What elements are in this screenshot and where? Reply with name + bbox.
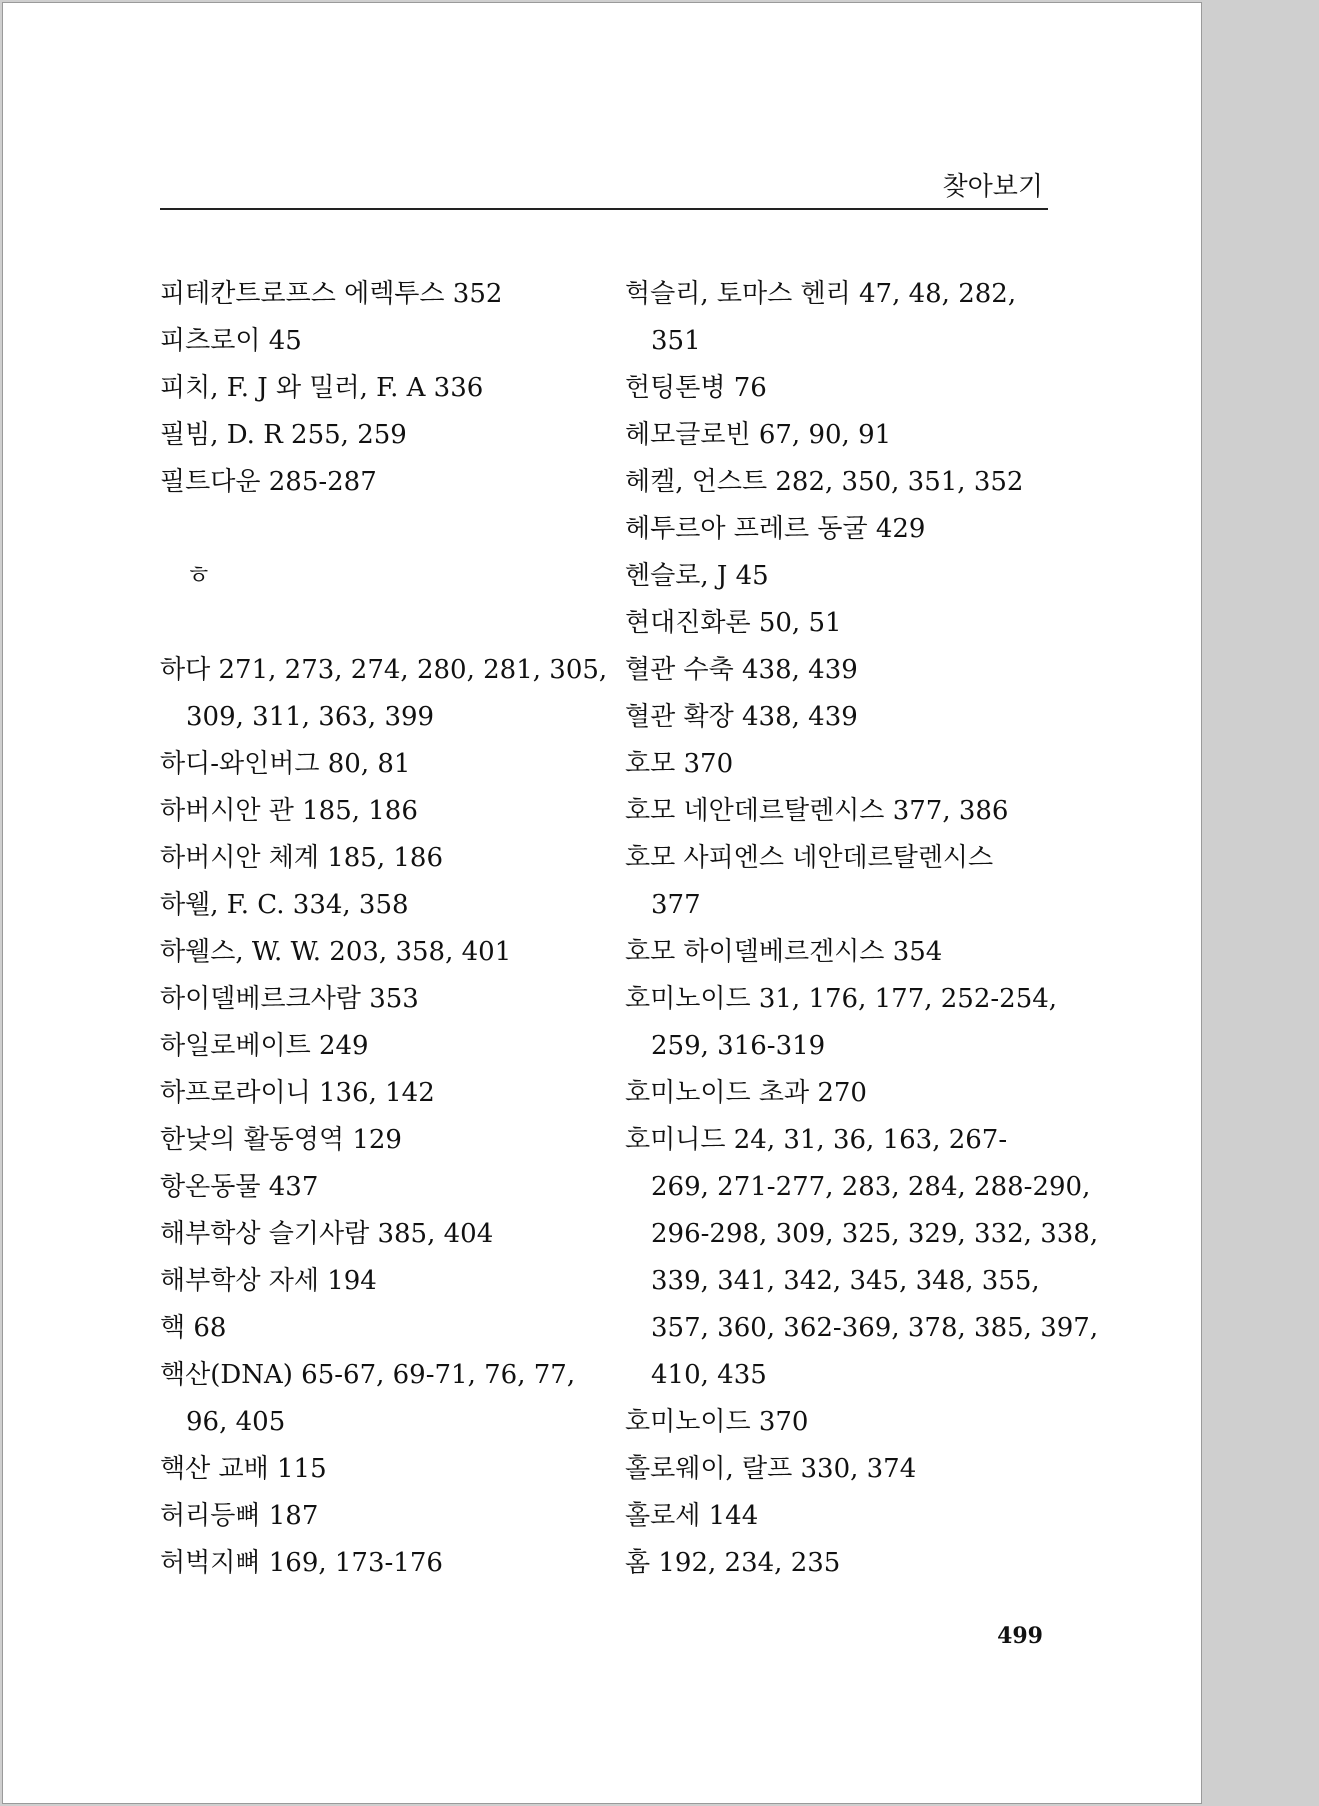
- index-entry: 혈관 수축 438, 439: [625, 655, 858, 685]
- page-title: 찾아보기: [942, 172, 1043, 202]
- index-entry: 호미노이드 초과 270: [625, 1078, 867, 1108]
- document-page: [2, 2, 1202, 1804]
- index-entry-continuation: 96, 405: [186, 1407, 286, 1437]
- index-entry-continuation: 377: [651, 890, 701, 920]
- index-entry: 하버시안 체계 185, 186: [160, 843, 444, 873]
- index-entry: 피츠로이 45: [160, 326, 302, 356]
- index-entry-continuation: 296-298, 309, 325, 329, 332, 338,: [651, 1219, 1099, 1249]
- index-entry: 핵 68: [160, 1313, 227, 1343]
- index-entry: 한낮의 활동영역 129: [160, 1125, 402, 1155]
- index-entry: 호모 네안데르탈렌시스 377, 386: [625, 796, 1009, 826]
- index-entry-continuation: 351: [651, 326, 701, 356]
- index-entry: 해부학상 자세 194: [160, 1266, 377, 1296]
- index-entry: 헌팅톤병 76: [625, 373, 767, 403]
- index-entry-continuation: 410, 435: [651, 1360, 767, 1390]
- index-entry: 혈관 확장 438, 439: [625, 702, 858, 732]
- section-letter-heading: ㅎ: [186, 561, 212, 591]
- index-entry: 하일로베이트 249: [160, 1031, 369, 1061]
- index-entry: 하이델베르크사람 353: [160, 984, 419, 1014]
- index-entry: 헤모글로빈 67, 90, 91: [625, 420, 892, 450]
- index-entry: 피테칸트로프스 에렉투스 352: [160, 279, 503, 309]
- index-entry: 필트다운 285-287: [160, 467, 377, 497]
- header-divider: [160, 208, 1048, 210]
- index-entry: 필빔, D. R 255, 259: [160, 420, 407, 450]
- index-entry: 홈 192, 234, 235: [625, 1548, 841, 1578]
- index-entry: 허리등뼈 187: [160, 1501, 319, 1531]
- index-entry: 해부학상 슬기사람 385, 404: [160, 1219, 494, 1249]
- index-entry: 하디-와인버그 80, 81: [160, 749, 411, 779]
- index-entry: 헤투르아 프레르 동굴 429: [625, 514, 926, 544]
- index-column-right: [625, 271, 1099, 1587]
- blank-line: [160, 600, 590, 647]
- index-entry: 핵산(DNA) 65-67, 69-71, 76, 77,: [160, 1360, 576, 1390]
- index-entry-continuation: 339, 341, 342, 345, 348, 355,: [651, 1266, 1040, 1296]
- index-entry: 피치, F. J 와 밀러, F. A 336: [160, 373, 484, 403]
- index-entry: 허벅지뼈 169, 173-176: [160, 1548, 443, 1578]
- index-entry: 홀로세 144: [625, 1501, 759, 1531]
- blank-line: [160, 506, 590, 553]
- index-entry: 헉슬리, 토마스 헨리 47, 48, 282,: [625, 279, 1017, 309]
- index-entry: 호모 사피엔스 네안데르탈렌시스: [625, 843, 994, 873]
- index-entry: 호미니드 24, 31, 36, 163, 267-: [625, 1125, 1008, 1155]
- page-number: 499: [997, 1623, 1043, 1649]
- index-entry: 호미노이드 31, 176, 177, 252-254,: [625, 984, 1058, 1014]
- index-entry: 현대진화론 50, 51: [625, 608, 842, 638]
- index-column-left: [160, 271, 608, 1587]
- index-entry: 하프로라이니 136, 142: [160, 1078, 435, 1108]
- index-entry-continuation: 259, 316-319: [651, 1031, 826, 1061]
- index-entry: 호미노이드 370: [625, 1407, 809, 1437]
- index-entry-continuation: 309, 311, 363, 399: [186, 702, 435, 732]
- index-entry-continuation: 357, 360, 362-369, 378, 385, 397,: [651, 1313, 1099, 1343]
- index-entry: 하다 271, 273, 274, 280, 281, 305,: [160, 655, 608, 685]
- index-entry: 호모 하이델베르겐시스 354: [625, 937, 943, 967]
- index-entry: 호모 370: [625, 749, 734, 779]
- index-entry: 하웰, F. C. 334, 358: [160, 890, 409, 920]
- index-entry: 헨슬로, J 45: [625, 561, 769, 591]
- index-entry: 핵산 교배 115: [160, 1454, 327, 1484]
- index-entry: 홀로웨이, 랄프 330, 374: [625, 1454, 917, 1484]
- index-entry: 하웰스, W. W. 203, 358, 401: [160, 937, 512, 967]
- index-entry: 하버시안 관 185, 186: [160, 796, 418, 826]
- index-entry: 헤켈, 언스트 282, 350, 351, 352: [625, 467, 1024, 497]
- index-entry: 항온동물 437: [160, 1172, 319, 1202]
- index-entry-continuation: 269, 271-277, 283, 284, 288-290,: [651, 1172, 1091, 1202]
